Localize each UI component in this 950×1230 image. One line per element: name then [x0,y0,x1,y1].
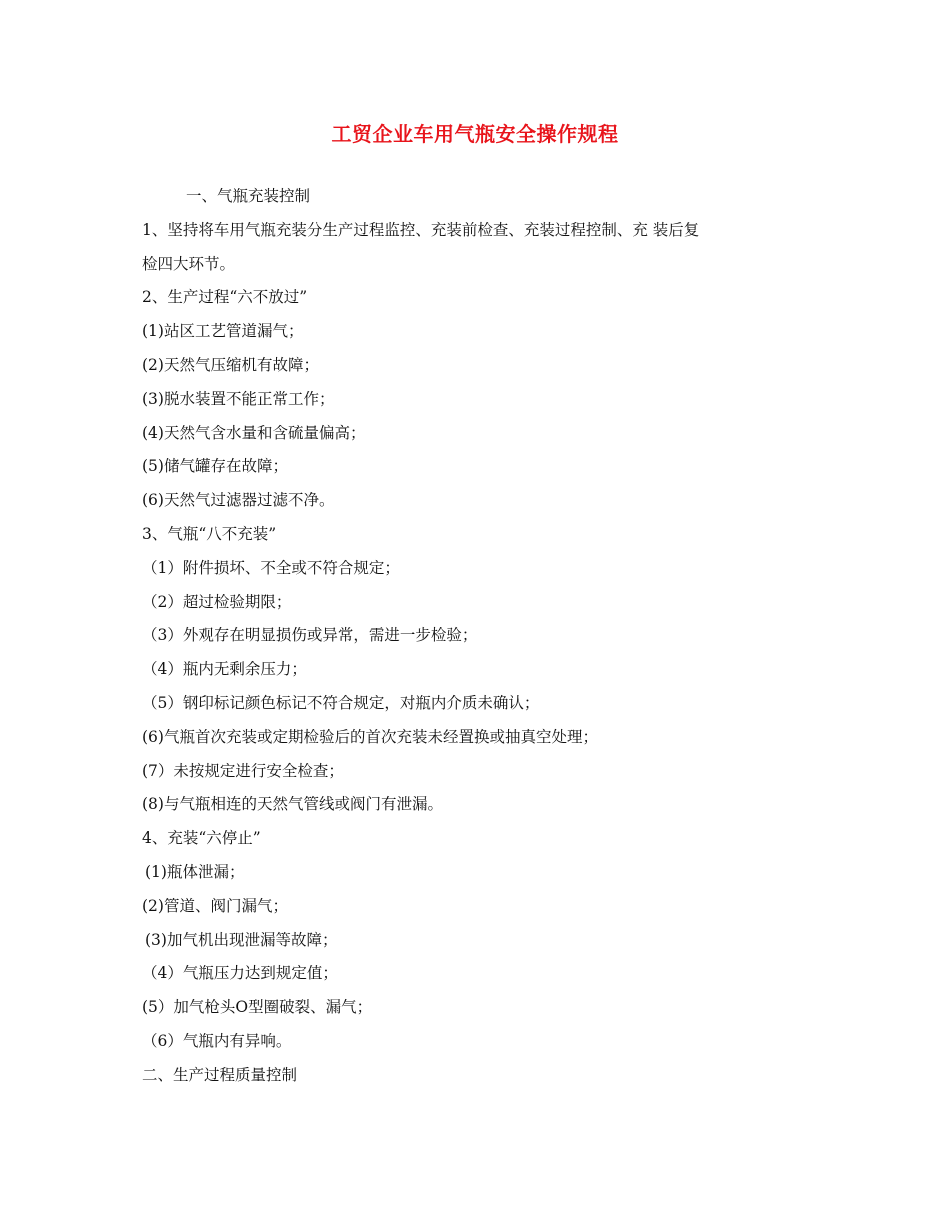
list-item: （4）瓶内无剩余压力； [142,660,307,679]
document-body [142,180,822,1093]
subheading-line: 2、生产过程“六不放过” [142,288,308,307]
list-item: （5）钢印标记颜色标记不符合规定，对瓶内介质未确认； [142,693,540,712]
list-item: (5)储气罐存在故障； [142,457,288,476]
list-item: (6)气瓶首次充装或定期检验后的首次充装未经置换或抽真空处理； [142,727,598,746]
list-item: （3）外观存在明显损伤或异常，需进一步检验； [142,626,478,645]
list-item: (6)天然气过滤器过滤不净。 [142,491,335,510]
list-item: (3)加气机出现泄漏等故障； [145,930,338,949]
list-item: (7）未按规定进行安全检查； [142,761,344,780]
section-heading-2: 二、生产过程质量控制 [142,1065,298,1084]
list-item: （4）气瓶压力达到规定值； [142,964,338,983]
list-item: (4)天然气含水量和含硫量偏高； [142,423,366,442]
list-item: (2)管道、阀门漏气； [142,896,288,915]
list-item: （6）气瓶内有异响。 [142,1031,292,1050]
list-item: (8)与气瓶相连的天然气管线或阀门有泄漏。 [142,795,443,814]
list-item: (2)天然气压缩机有故障； [142,355,319,374]
subheading-line: 4、充装“六停止” [142,829,261,848]
list-item: （2）超过检验期限； [142,592,292,611]
list-item: (1)站区工艺管道漏气； [142,322,304,341]
subheading-line: 3、气瓶“八不充装” [142,524,277,543]
section-heading-1: 一、气瓶充装控制 [186,187,311,205]
list-item: (1)瓶体泄漏； [145,862,245,881]
list-item: (5）加气枪头O型圈破裂、漏气； [142,998,373,1017]
list-item: （1）附件损坏、不全或不符合规定； [142,558,400,577]
document-title: 工贸企业车用气瓶安全操作规程 [331,122,619,146]
list-item: (3)脱水装置不能正常工作； [142,389,335,408]
paragraph-line: 检四大环节。 [142,254,236,273]
paragraph-line: 1、坚持将车用气瓶充装分生产过程监控、充装前检查、充装过程控制、充 装后复 [142,220,700,239]
